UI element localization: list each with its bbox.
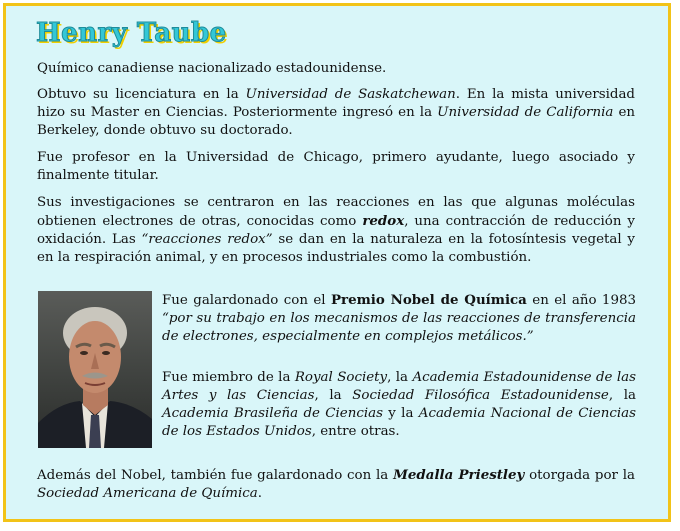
memberships-paragraph: Fue miembro de la Royal Society, la Academia Estadounidense de las Artes y las Ciencias, la Sociedad Filosófica Estadounidense, la Academia Brasileña de Ciencias y la Academia Nacional de Ciencias de los Estados Unidos, entre otras. xyxy=(162,370,636,439)
university-name: Universidad de Saskatchewan xyxy=(245,87,456,102)
nobel-paragraph: Fue galardonado con el Premio Nobel de Química en el año 1983 “por su trabajo en los mecanismos de las reacciones de transferencia de electrones, especialmente en complejos metálicos.” xyxy=(162,292,637,344)
research-paragraph: Sus investigaciones se centraron en las reacciones en las que algunas moléculas obtienen electrones de otras, conocidas como redox, una contracción de reducción y oxidación. Las “reacciones redox” se dan en la naturaleza en la fotosíntesis vegetal y en la respiración animal, y en procesos industriales como la combustión. xyxy=(37,195,636,265)
intro-paragraph: Químico canadiense nacionalizado estadounidense. xyxy=(37,61,387,76)
redox-quote: “reacciones redox” xyxy=(141,232,273,247)
university-name: Universidad de California xyxy=(437,105,614,120)
portrait-of-henry-taube-image xyxy=(38,291,152,448)
career-paragraph: Fue profesor en la Universidad de Chicago, primero ayudante, luego asociado y finalmente titular. xyxy=(37,150,635,183)
nobel-citation: “por su trabajo en los mecanismos de las reacciones de transferencia de electrones, especialmente en complejos metálicos.” xyxy=(162,311,636,344)
page-title: Henry Taube xyxy=(36,18,227,48)
society-name: Sociedad Americana de Química xyxy=(37,486,258,501)
education-paragraph: Obtuvo su licenciatura en la Universidad de Saskatchewan. En la mista universidad hizo su Master en Ciencias. Posteriormente ingresó en la Universidad de California en Berkeley, donde obtuvo su doctorado. xyxy=(37,87,636,138)
portrait-photo xyxy=(38,291,152,448)
awards-paragraph: Además del Nobel, también fue galardonado con la Medalla Priestley otorgada por la Sociedad Americana de Química. xyxy=(37,467,635,501)
priestley-medal: Medalla Priestley xyxy=(393,467,525,483)
redox-term: redox xyxy=(362,213,405,229)
nobel-prize-name: Premio Nobel de Química xyxy=(330,292,527,308)
